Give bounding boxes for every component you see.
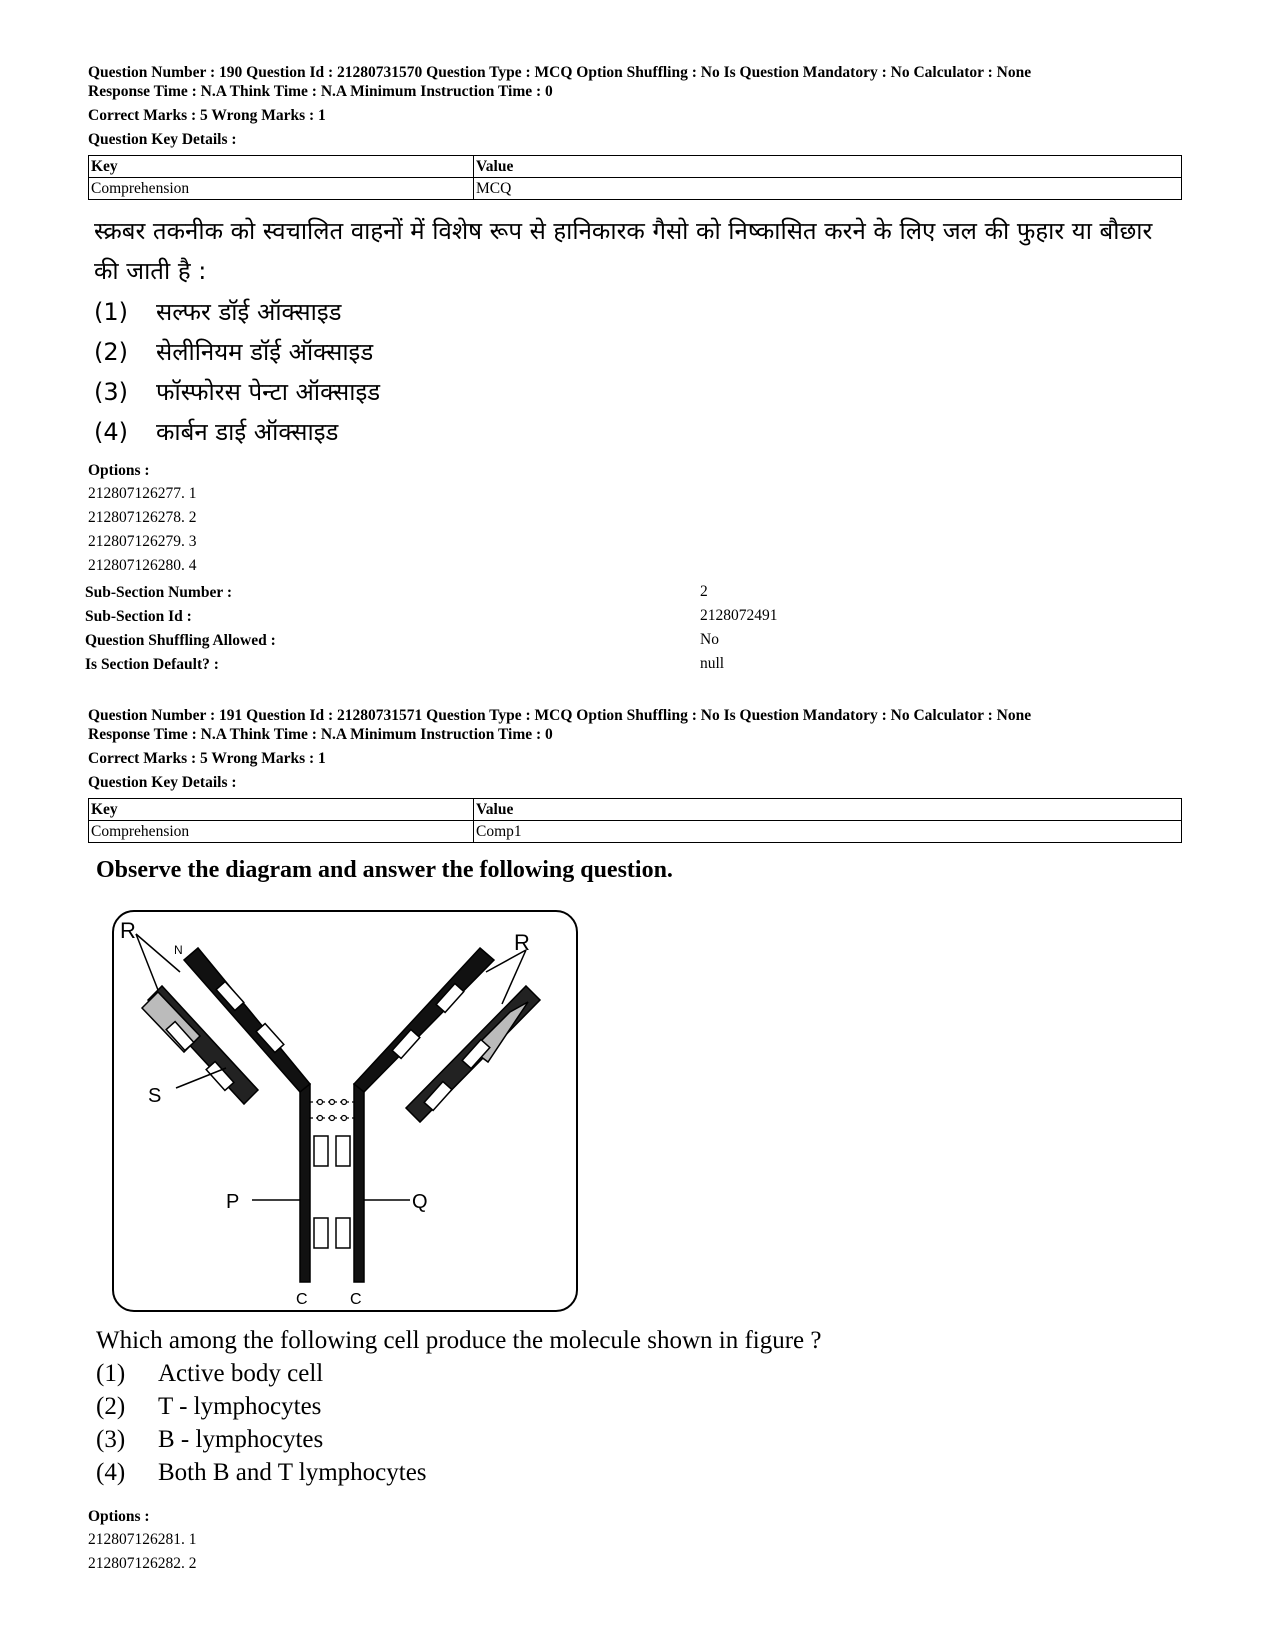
- heavy-chain-right-stem: [354, 1084, 364, 1282]
- r-left-pointer: [136, 934, 158, 990]
- label-n: N: [174, 943, 183, 957]
- domain-box: [336, 1218, 350, 1248]
- key-cell: Comprehension: [89, 821, 474, 843]
- q190-choice: [94, 332, 373, 372]
- choice-number: (3): [96, 1426, 126, 1453]
- q191-choice: [96, 1456, 427, 1489]
- q190-option: 212807126277. 1: [88, 485, 197, 502]
- q191-key-table: [88, 798, 1182, 843]
- q190-choice: [94, 412, 338, 452]
- choice-number: (4): [94, 418, 128, 446]
- antibody-diagram: [114, 912, 576, 1310]
- q190-option: 212807126280. 4: [88, 557, 197, 574]
- choice-text: Both B and T lymphocytes: [158, 1459, 427, 1486]
- label-s: S: [148, 1085, 162, 1107]
- value-header: Value: [474, 156, 1182, 178]
- label-r-right: R: [514, 930, 530, 955]
- choice-text: Active body cell: [158, 1360, 324, 1387]
- question-shuffling-label: Question Shuffling Allowed :: [85, 632, 276, 649]
- choice-number: (3): [94, 378, 128, 406]
- choice-number: (4): [96, 1459, 126, 1486]
- q190-option: 212807126279. 3: [88, 533, 197, 550]
- label-p: P: [226, 1191, 240, 1213]
- choice-text: फॉस्फोरस पेन्टा ऑक्साइड: [156, 378, 381, 406]
- heavy-chain-left-arm: [184, 948, 310, 1092]
- heavy-chain-right-arm: [354, 948, 494, 1092]
- q191-marks: Correct Marks : 5 Wrong Marks : 1: [88, 750, 326, 767]
- q191-options-label: Options :: [88, 1508, 150, 1525]
- q191-option: 212807126281. 1: [88, 1531, 197, 1548]
- choice-text: सेलीनियम डॉई ऑक्साइड: [156, 338, 374, 366]
- choice-text: कार्बन डाई ऑक्साइड: [156, 418, 339, 446]
- subsection-number-label: Sub-Section Number :: [85, 584, 232, 601]
- label-r-left: R: [120, 918, 136, 943]
- q190-header-line2: Response Time : N.A Think Time : N.A Minimum Instruction Time : 0: [88, 83, 553, 100]
- label-c-left: C: [296, 1291, 308, 1308]
- domain-box: [336, 1136, 350, 1166]
- q190-options-label: Options :: [88, 462, 150, 479]
- q191-header-line2: Response Time : N.A Think Time : N.A Minimum Instruction Time : 0: [88, 726, 553, 743]
- q190-key-details-label: Question Key Details :: [88, 131, 237, 148]
- section-default-value: null: [700, 655, 725, 672]
- q190-marks: Correct Marks : 5 Wrong Marks : 1: [88, 107, 326, 124]
- q191-instruction: Observe the diagram and answer the following question.: [96, 857, 673, 883]
- q190-choice: [94, 292, 342, 332]
- section-default-label: Is Section Default? :: [85, 656, 219, 673]
- q191-key-details-label: Question Key Details :: [88, 774, 237, 791]
- q191-choice: [96, 1357, 323, 1390]
- q191-choice: [96, 1423, 323, 1456]
- value-cell: MCQ: [474, 178, 1182, 200]
- question-shuffling-value: No: [700, 631, 719, 648]
- key-header: Key: [89, 156, 474, 178]
- q190-question-line1: स्क्रबर तकनीक को स्वचालित वाहनों में विशेष रूप से हानिकारक गैसो को निष्कासित करने के लिए जल की फुहार या बौछार: [94, 217, 1153, 245]
- label-q: Q: [412, 1191, 428, 1213]
- subsection-id-label: Sub-Section Id :: [85, 608, 192, 625]
- q190-header-line1: Question Number : 190 Question Id : 21280731570 Question Type : MCQ Option Shuffling : No Is Question Mandatory : No Calculator : None: [88, 64, 1032, 81]
- q191-choice: [96, 1390, 321, 1423]
- value-header: Value: [474, 799, 1182, 821]
- q191-header-line1: Question Number : 191 Question Id : 21280731571 Question Type : MCQ Option Shuffling : No Is Question Mandatory : No Calculator : None: [88, 707, 1032, 724]
- q191-option: 212807126282. 2: [88, 1555, 197, 1572]
- label-c-right: C: [350, 1291, 362, 1308]
- antibody-figure: [112, 910, 578, 1312]
- choice-number: (1): [96, 1360, 126, 1387]
- q190-choice: [94, 372, 380, 412]
- choice-text: सल्फर डॉई ऑक्साइड: [156, 298, 342, 326]
- value-cell: Comp1: [474, 821, 1182, 843]
- q190-option: 212807126278. 2: [88, 509, 197, 526]
- choice-number: (1): [94, 298, 128, 326]
- key-cell: Comprehension: [89, 178, 474, 200]
- choice-text: B - lymphocytes: [158, 1426, 324, 1453]
- key-header: Key: [89, 799, 474, 821]
- domain-box: [314, 1136, 328, 1166]
- heavy-chain-left-stem: [300, 1084, 310, 1282]
- q190-question-line2: की जाती है :: [94, 257, 207, 285]
- q191-question: Which among the following cell produce the molecule shown in figure ?: [96, 1327, 822, 1354]
- q190-key-table: [88, 155, 1182, 200]
- choice-text: T - lymphocytes: [158, 1393, 322, 1420]
- domain-box: [314, 1218, 328, 1248]
- subsection-number-value: 2: [700, 583, 708, 600]
- choice-number: (2): [96, 1393, 126, 1420]
- choice-number: (2): [94, 338, 128, 366]
- subsection-id-value: 2128072491: [700, 607, 778, 624]
